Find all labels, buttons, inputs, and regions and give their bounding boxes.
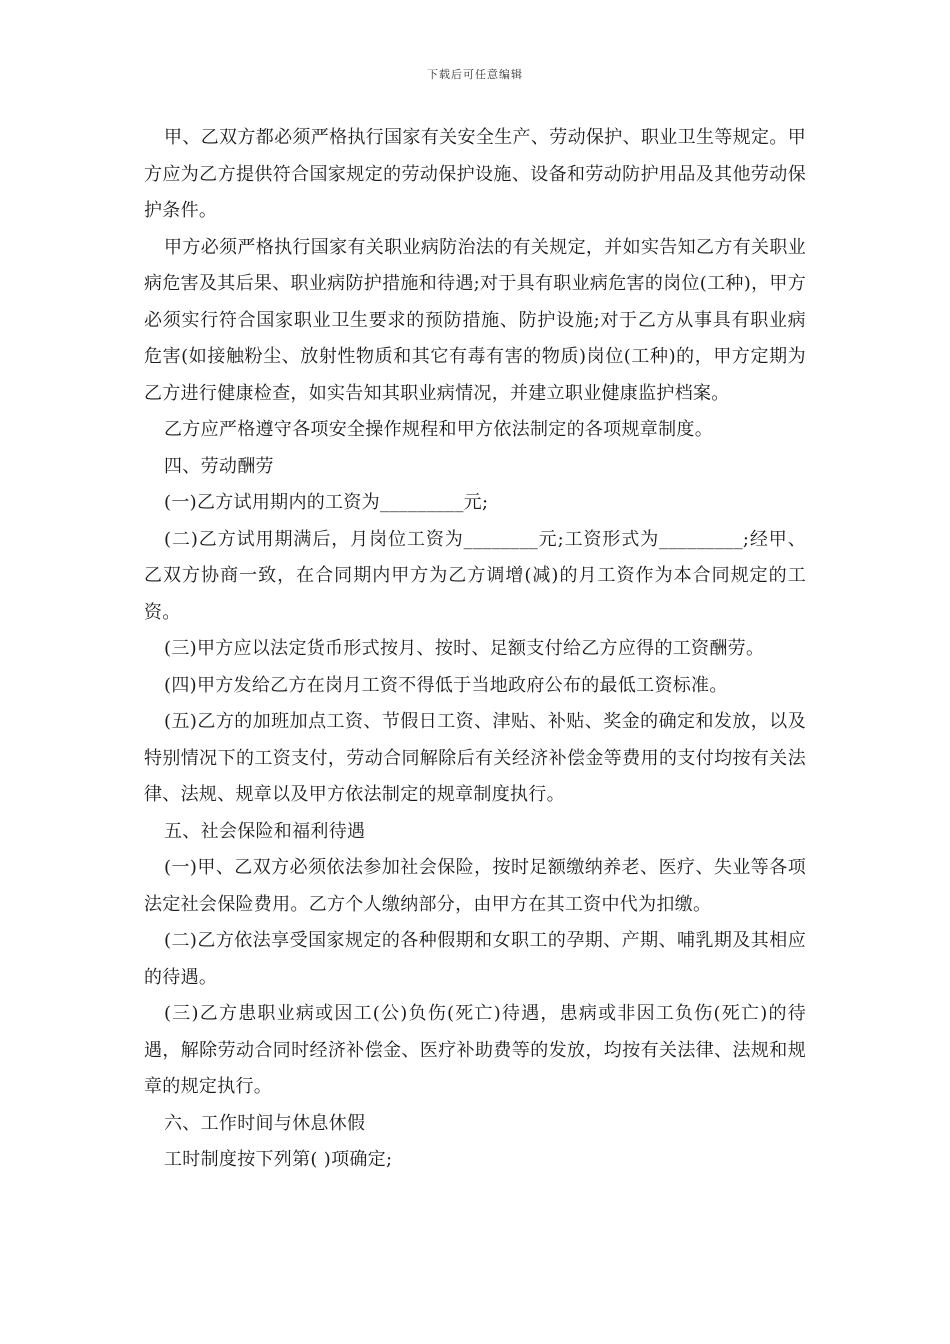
paragraph-probation-wage: (一)乙方试用期内的工资为_________元;	[164, 492, 489, 513]
page-header: 下载后可任意编辑	[427, 68, 523, 81]
section-heading-working-hours: 六、工作时间与休息休假	[164, 1112, 366, 1134]
section-heading-remuneration: 四、劳动酬劳	[164, 455, 274, 477]
document-body	[144, 120, 806, 1179]
paragraph-working-hour-system: 工时制度按下列第( )项确定;	[164, 1149, 393, 1170]
paragraph-social-insurance: (一)甲、乙双方必须依法参加社会保险，按时足额缴纳养老、医疗、失业等各项法定社会保险费用。乙方个人缴纳部分，由甲方在其工资中代为扣缴。	[144, 857, 806, 915]
paragraph-minimum-wage: (四)甲方发给乙方在岗月工资不得低于当地政府公布的最低工资标准。	[164, 674, 728, 696]
paragraph-safety-regulations: 甲、乙双方都必须严格执行国家有关安全生产、劳动保护、职业卫生等规定。甲方应为乙方提供符合国家规定的劳动保护设施、设备和劳动防护用品及其他劳动保护条件。	[144, 127, 806, 221]
paragraph-overtime-wage: (五)乙方的加班加点工资、节假日工资、津贴、补贴、奖金的确定和发放，以及特别情况下的工资支付，劳动合同解除后有关经济补偿金等费用的支付均按有关法律、法规、规章以及甲方依法制定的规章制度执行。	[144, 711, 806, 805]
paragraph-wage-payment: (三)甲方应以法定货币形式按月、按时、足额支付给乙方应得的工资酬劳。	[164, 638, 765, 659]
paragraph-occupational-disease: 甲方必须严格执行国家有关职业病防治法的有关规定，并如实告知乙方有关职业病危害及其后果、职业病防护措施和待遇;对于具有职业病危害的岗位(工种)，甲方必须实行符合国家职业卫生要求的预防措施、防护设施;对于乙方从事具有职业病危害(如接触粉尘、放射性物质和其它有毒有害的物质)岗位(工种)的，甲方定期为乙方进行健康检查，如实告知其职业病情况，并建立职业健康监护档案。	[144, 236, 806, 404]
section-heading-social-insurance: 五、社会保险和福利待遇	[164, 820, 366, 842]
paragraph-leave-benefits: (二)乙方依法享受国家规定的各种假期和女职工的孕期、产期、哺乳期及其相应的待遇。	[144, 930, 806, 988]
paragraph-operating-rules: 乙方应严格遵守各项安全操作规程和甲方依法制定的各项规章制度。	[164, 419, 713, 440]
paragraph-injury-benefits: (三)乙方患职业病或因工(公)负伤(死亡)待遇，患病或非因工负伤(死亡)的待遇，解除劳动合同时经济补偿金、医疗补助费等的发放，均按有关法律、法规和规章的规定执行。	[144, 1003, 806, 1097]
paragraph-post-wage: (二)乙方试用期满后，月岗位工资为________元;工资形式为_________;经甲、乙双方协商一致，在合同期内甲方为乙方调增(减)的月工资作为本合同规定的工资。	[144, 528, 806, 623]
